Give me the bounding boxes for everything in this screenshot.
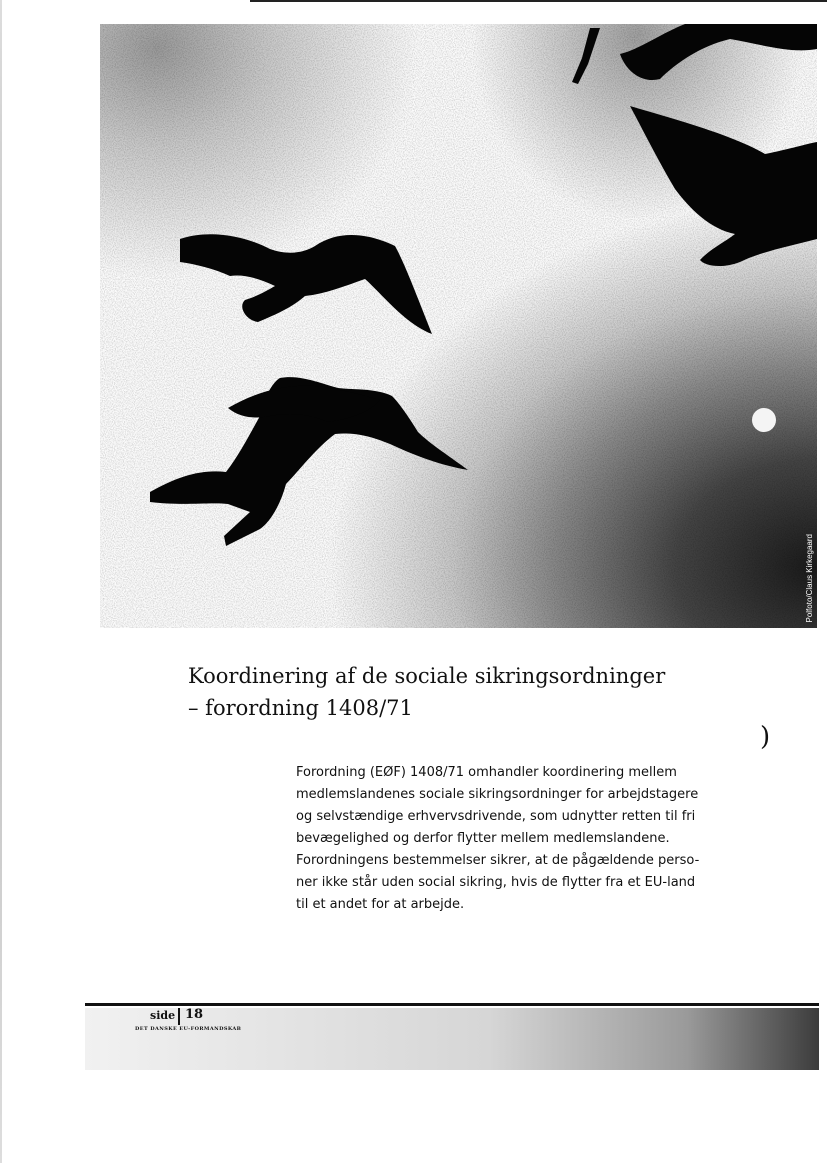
footer-rule <box>85 1003 819 1006</box>
article-title-line: Koordinering af de sociale sikringsordninger <box>188 664 666 688</box>
body-line: medlemslandenes sociale sikringsordninger for arbejdstagere <box>296 787 699 802</box>
body-line: Forordningens bestemmelser sikrer, at de pågældende perso- <box>296 853 700 868</box>
photo-credit: Polfoto/Claus Kirkegaard <box>805 533 814 622</box>
grain-texture <box>100 24 817 628</box>
page-number: 18 <box>185 1007 204 1022</box>
scan-left-edge <box>0 0 2 1163</box>
article-title <box>188 660 708 724</box>
page-footer <box>85 1003 819 1070</box>
bird-silhouettes <box>100 24 817 628</box>
article-title-line: – forordning 1408/71 <box>188 696 413 720</box>
page-number-divider <box>178 1008 180 1025</box>
margin-mark: ) <box>760 722 771 752</box>
body-line: og selvstændige erhvervsdrivende, som udnytter retten til fri <box>296 809 696 824</box>
seagulls-photo <box>100 24 817 628</box>
top-rule <box>250 0 827 2</box>
article-body <box>296 762 700 916</box>
body-line: til et andet for at arbejde. <box>296 897 465 912</box>
body-line: bevægelighed og derfor flytter mellem medlemslandene. <box>296 831 670 846</box>
page-label: side <box>150 1009 176 1022</box>
body-line: ner ikke står uden social sikring, hvis de flytter fra et EU-land <box>296 875 696 890</box>
sun-disc <box>752 408 776 432</box>
publisher-name: DET DANSKE EU-FORMANDSKAB <box>135 1026 242 1032</box>
body-line: Forordning (EØF) 1408/71 omhandler koordinering mellem <box>296 765 677 780</box>
